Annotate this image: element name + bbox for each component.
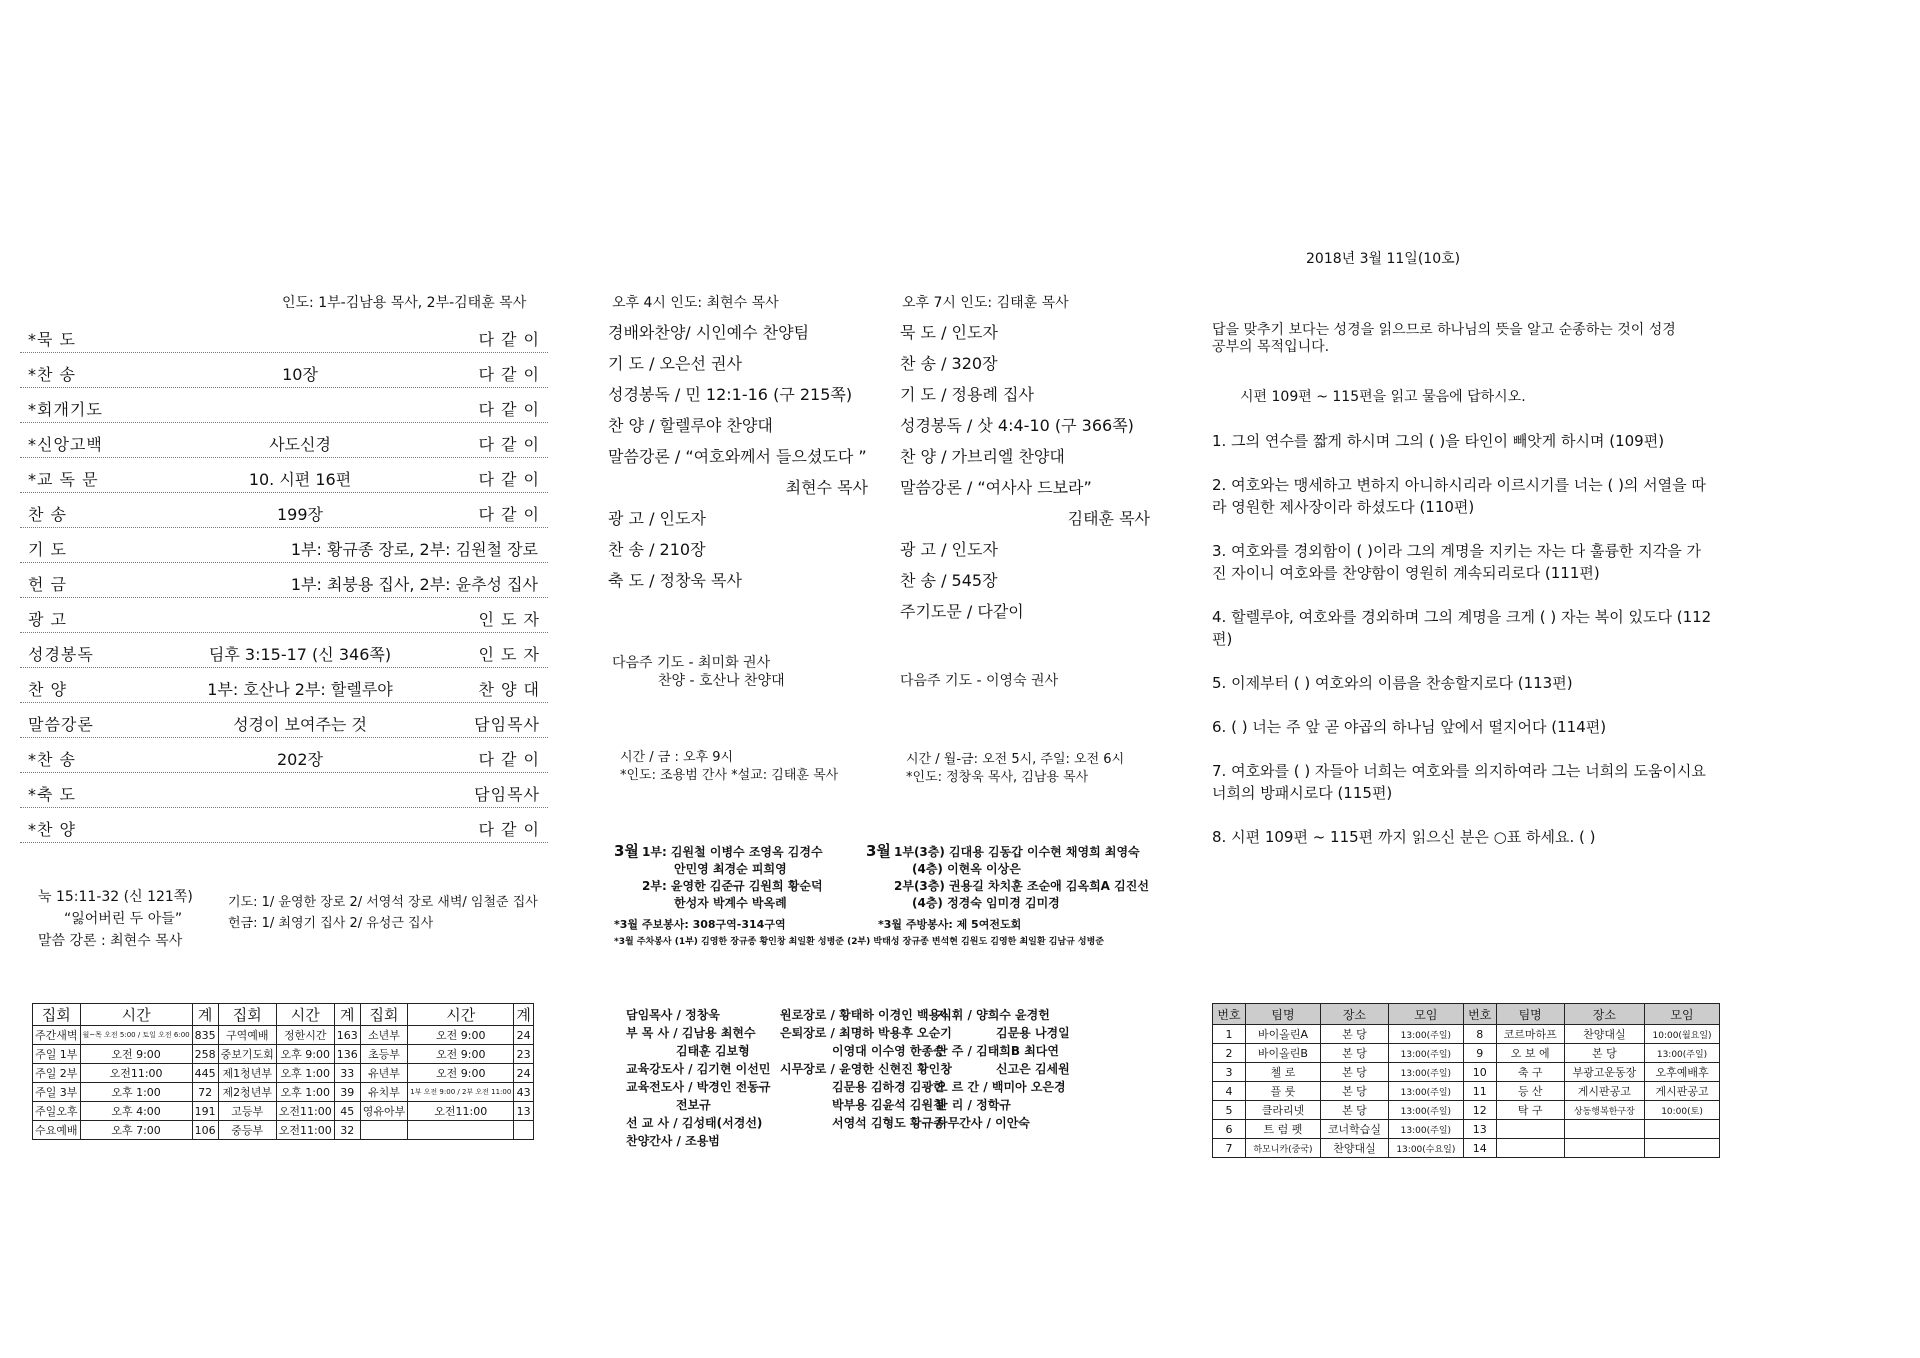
table-cell — [360, 1121, 408, 1140]
table-cell: 오전 9:00 — [408, 1045, 514, 1064]
order-line: 광 고 / 인도자 — [900, 540, 998, 559]
staff-entry: 김문용 김하경 김광한 — [832, 1080, 945, 1094]
staff-row — [626, 1096, 1126, 1114]
order-item: 말씀강론 — [28, 715, 94, 734]
service-left-2: 안민영 최경순 피희영 — [674, 862, 787, 876]
table-cell: 오전11:00 — [276, 1121, 334, 1140]
next-offering: 헌금: 1/ 최영기 집사 2/ 유성근 집사 — [228, 916, 434, 931]
table-header: 시간 — [408, 1004, 514, 1026]
service-left-1: 1부: 김원철 이병수 조영옥 김경수 — [642, 845, 823, 859]
table-cell: 오전 9:00 — [80, 1045, 192, 1064]
table-cell — [514, 1121, 534, 1140]
table-cell: 오후 1:00 — [276, 1083, 334, 1102]
staff-entry: 반 주 / 김태희B 최다연 — [936, 1044, 1059, 1058]
staff-entry: 김태훈 김보형 — [676, 1044, 750, 1058]
table-cell: 제2청년부 — [218, 1083, 276, 1102]
table-header: 계 — [192, 1004, 218, 1026]
table-cell: 탁 구 — [1496, 1101, 1564, 1120]
table-cell: 23 — [514, 1045, 534, 1064]
table-header: 계 — [334, 1004, 360, 1026]
table-cell: 바이올린A — [1245, 1025, 1320, 1044]
order-item: 광 고 — [28, 610, 67, 629]
friday-time: 시간 / 금 : 오후 9시 — [620, 750, 734, 765]
morning-leaders: 인도: 1부-김남용 목사, 2부-김태훈 목사 — [282, 295, 527, 311]
table-row — [33, 1121, 534, 1140]
service-note-parking: *3월 주차봉사 (1부) 김영한 장규종 황인창 최일환 성병준 (2부) 박태성 장규종 변석현 김원도 김영한 최일환 김남규 성병준 — [614, 937, 1105, 947]
order-leader: 인 도 자 — [478, 645, 540, 664]
service-left-4: 한성자 박계수 박옥례 — [674, 896, 787, 910]
order-of-worship — [20, 318, 548, 843]
table-cell — [1496, 1120, 1564, 1139]
table-cell: 플 룻 — [1245, 1082, 1320, 1101]
order-line: 기 도 / 오은선 권사 — [608, 354, 742, 373]
table-cell — [1564, 1139, 1644, 1158]
table-cell: 소년부 — [360, 1026, 408, 1045]
order-leader: 다 같 이 — [478, 330, 540, 349]
order-leader: 다 같 이 — [478, 365, 540, 384]
order-row — [20, 353, 548, 388]
study-question: 8. 시편 109편 ~ 115편 까지 읽으신 분은 ○표 하세요. ( ) — [1212, 828, 1596, 846]
table-cell: 중보기도회 — [218, 1045, 276, 1064]
table-cell: 본 당 — [1320, 1025, 1388, 1044]
order-line: 성경봉독 / 민 12:1-16 (구 215쪽) — [608, 385, 853, 404]
table-cell: 본 당 — [1564, 1044, 1644, 1063]
study-question: 7. 여호와를 ( ) 자들아 너희는 여호와를 의지하여라 그는 너희의 도움이시요 너희의 방패시로다 (115편) — [1212, 762, 1706, 802]
table-cell: 코르마하프 — [1496, 1025, 1564, 1044]
table-cell: 2 — [1213, 1044, 1246, 1063]
table-cell — [1564, 1120, 1644, 1139]
staff-entry: 선 교 사 / 김성태(서경선) — [626, 1116, 763, 1130]
order-line: 말씀강론 / “여호와께서 들으셨도다 ” — [608, 447, 867, 466]
order-content: 10장 — [282, 365, 318, 384]
table-cell: 코너학습실 — [1320, 1120, 1388, 1139]
table-cell: 5 — [1213, 1101, 1246, 1120]
staff-entry: 은퇴장로 / 최명하 박용후 오순기 — [780, 1026, 952, 1040]
table-cell: 33 — [334, 1064, 360, 1083]
order-row — [20, 738, 548, 773]
table-cell: 본 당 — [1320, 1063, 1388, 1082]
order-item: *교 독 문 — [28, 470, 99, 489]
staff-list — [626, 1006, 1126, 1150]
order-row — [20, 668, 548, 703]
table-header: 시간 — [276, 1004, 334, 1026]
order-content: 1부: 황규종 장로, 2부: 김원철 장로 — [290, 540, 538, 559]
table-header: 모임 — [1645, 1004, 1720, 1025]
dawn-leaders: *인도: 정창욱 목사, 김남용 목사 — [906, 770, 1089, 785]
staff-entry: 교육강도사 / 김기현 이선민 — [626, 1062, 771, 1076]
table-cell: 바이올린B — [1245, 1044, 1320, 1063]
evening-next-prayer: 다음주 기도 - 이영숙 권사 — [900, 673, 1059, 689]
order-item: 기 도 — [28, 540, 67, 559]
table-cell: 13:00(주일) — [1645, 1044, 1720, 1063]
order-line: 찬 양 / 가브리엘 찬양대 — [900, 447, 1065, 466]
order-leader: 다 같 이 — [478, 435, 540, 454]
table-cell: 영유아부 — [360, 1102, 408, 1121]
table-cell — [408, 1121, 514, 1140]
table-header: 집회 — [218, 1004, 276, 1026]
table-row — [1213, 1139, 1720, 1158]
table-cell: 14 — [1463, 1139, 1496, 1158]
table-cell: 오후 1:00 — [80, 1083, 192, 1102]
afternoon-next-prayer: 다음주 기도 - 최미화 권사 — [612, 655, 771, 671]
table-cell: 수요예배 — [33, 1121, 81, 1140]
table-cell: 상동행복한구장 — [1564, 1101, 1644, 1120]
order-item: *찬 양 — [28, 820, 76, 839]
order-row — [20, 563, 548, 598]
table-cell: 오전11:00 — [408, 1102, 514, 1121]
table-header: 집회 — [33, 1004, 81, 1026]
table-cell: 오후 9:00 — [276, 1045, 334, 1064]
order-item: 헌 금 — [28, 575, 67, 594]
bulletin-date: 2018년 3월 11일(10호) — [1306, 251, 1461, 267]
order-content: 10. 시편 16편 — [248, 470, 352, 489]
table-cell: 오후 4:00 — [80, 1102, 192, 1121]
table-cell: 주일 1부 — [33, 1045, 81, 1064]
table-cell: 오후예배후 — [1645, 1063, 1720, 1082]
table-row — [1213, 1063, 1720, 1082]
table-header: 시간 — [80, 1004, 192, 1026]
table-cell: 13:00(주일) — [1388, 1025, 1463, 1044]
table-row — [1213, 1120, 1720, 1139]
table-cell: 10:00(월요일) — [1645, 1025, 1720, 1044]
order-line: 김태훈 목사 — [1067, 509, 1150, 528]
order-row — [20, 703, 548, 738]
service-right-2: (4층) 이현옥 이상은 — [912, 862, 1021, 876]
table-cell: 주일 2부 — [33, 1064, 81, 1083]
staff-entry: 전보규 — [676, 1098, 711, 1112]
study-questions — [1212, 430, 1712, 870]
order-line: 묵 도 / 인도자 — [900, 323, 998, 342]
order-line: 경배와찬양/ 시인예수 찬양팀 — [608, 323, 810, 342]
table-cell: 13:00(주일) — [1388, 1101, 1463, 1120]
order-leader: 찬 양 대 — [478, 680, 540, 699]
table-cell: 445 — [192, 1064, 218, 1083]
table-header: 번호 — [1463, 1004, 1496, 1025]
table-row — [33, 1064, 534, 1083]
table-row — [1213, 1101, 1720, 1120]
study-question: 2. 여호와는 맹세하고 변하지 아니하시리라 이르시기를 너는 ( )의 서열을 따라 영원한 제사장이라 하셨도다 (110편) — [1212, 476, 1706, 516]
study-intro: 답을 맞추기 보다는 성경을 읽으므로 하나님의 뜻을 알고 순종하는 것이 성경공부의 목적입니다. — [1212, 322, 1676, 355]
study-question: 3. 여호와를 경외함이 ( )이라 그의 계명을 지키는 자는 다 훌륭한 지각을 가진 자이니 여호와를 찬양함이 영원히 계속되리로다 (111편) — [1212, 542, 1701, 582]
staff-entry: 시무장로 / 윤영한 신현진 황인창 — [780, 1062, 952, 1076]
staff-entry: 박부용 김윤석 김원철 — [832, 1098, 945, 1112]
order-leader: 다 같 이 — [478, 750, 540, 769]
order-line: 찬 송 / 545장 — [900, 571, 998, 590]
order-row — [20, 598, 548, 633]
study-question: 6. ( ) 너는 주 앞 곧 야곱의 하나님 앞에서 떨지어다 (114편) — [1212, 718, 1607, 736]
table-cell: 835 — [192, 1026, 218, 1045]
table-cell: 오전11:00 — [276, 1102, 334, 1121]
order-line: 광 고 / 인도자 — [608, 509, 706, 528]
order-item: *회개기도 — [28, 400, 103, 419]
table-cell: 163 — [334, 1026, 360, 1045]
meeting-attendance-table — [32, 1003, 534, 1140]
table-cell: 유치부 — [360, 1083, 408, 1102]
order-row — [20, 388, 548, 423]
staff-row — [626, 1060, 1126, 1078]
order-line: 최현수 목사 — [785, 478, 868, 497]
table-cell: 136 — [334, 1045, 360, 1064]
order-row — [20, 458, 548, 493]
staff-row — [626, 1132, 1126, 1150]
order-row — [20, 633, 548, 668]
table-row — [33, 1026, 534, 1045]
order-item: *축 도 — [28, 785, 76, 804]
table-cell: 고등부 — [218, 1102, 276, 1121]
table-cell: 부광고운동장 — [1564, 1063, 1644, 1082]
staff-entry: 부 목 사 / 김남용 최현수 — [626, 1026, 756, 1040]
next-preacher: 말씀 강론 : 최현수 목사 — [38, 933, 183, 949]
table-cell: 축 구 — [1496, 1063, 1564, 1082]
table-cell: 오후 7:00 — [80, 1121, 192, 1140]
order-row — [20, 423, 548, 458]
staff-row — [626, 1114, 1126, 1132]
table-cell: 13:00(주일) — [1388, 1044, 1463, 1063]
table-cell: 13:00(주일) — [1388, 1063, 1463, 1082]
table-cell: 주일 3부 — [33, 1083, 81, 1102]
order-row — [20, 318, 548, 353]
order-line: 찬 양 / 할렐루야 찬양대 — [608, 416, 773, 435]
table-cell: 오전 9:00 — [408, 1064, 514, 1083]
table-header: 장소 — [1564, 1004, 1644, 1025]
table-cell: 43 — [514, 1083, 534, 1102]
table-cell: 초등부 — [360, 1045, 408, 1064]
table-cell: 본 당 — [1320, 1082, 1388, 1101]
order-content: 딤후 3:15-17 (신 346쪽) — [208, 645, 392, 664]
order-item: 찬 양 — [28, 680, 67, 699]
table-cell — [1645, 1139, 1720, 1158]
staff-entry: 이영대 이수영 한종승 — [832, 1044, 945, 1058]
table-cell: 24 — [514, 1064, 534, 1083]
table-row — [1213, 1082, 1720, 1101]
order-content: 1부: 최붕용 집사, 2부: 윤추성 집사 — [290, 575, 538, 594]
order-line: 성경봉독 / 삿 4:4-10 (구 366쪽) — [900, 416, 1134, 435]
table-row — [33, 1083, 534, 1102]
afternoon-next-choir: 찬양 - 호산나 찬양대 — [658, 673, 785, 689]
table-header: 장소 — [1320, 1004, 1388, 1025]
next-sermon-title: “잃어버린 두 아들” — [64, 911, 183, 927]
table-cell: 9 — [1463, 1044, 1496, 1063]
afternoon-header: 오후 4시 인도: 최현수 목사 — [612, 295, 779, 311]
table-cell: 6 — [1213, 1120, 1246, 1139]
team-table — [1212, 1003, 1720, 1158]
service-month-right: 3월 — [866, 842, 891, 860]
staff-entry: 오 르 간 / 백미아 오은경 — [936, 1080, 1066, 1094]
table-cell: 등 산 — [1496, 1082, 1564, 1101]
table-cell: 13:00(주일) — [1388, 1082, 1463, 1101]
staff-row — [626, 1078, 1126, 1096]
order-row — [20, 528, 548, 563]
table-header: 모임 — [1388, 1004, 1463, 1025]
staff-entry: 관 리 / 정학규 — [936, 1098, 1011, 1112]
order-item: *찬 송 — [28, 365, 76, 384]
table-cell: 258 — [192, 1045, 218, 1064]
dawn-time: 시간 / 월-금: 오전 5시, 주일: 오전 6시 — [906, 752, 1125, 767]
table-cell — [1645, 1120, 1720, 1139]
table-cell: 4 — [1213, 1082, 1246, 1101]
table-cell: 중등부 — [218, 1121, 276, 1140]
table-cell: 1부 오전 9:00 / 2부 오전 11:00 — [408, 1083, 514, 1102]
order-content: 성경이 보여주는 것 — [233, 715, 367, 734]
order-content: 199장 — [277, 505, 323, 524]
table-row — [1213, 1044, 1720, 1063]
order-line: 축 도 / 정창욱 목사 — [608, 571, 742, 590]
table-cell: 하모니카(중국) — [1245, 1139, 1320, 1158]
staff-row — [626, 1006, 1126, 1024]
staff-entry: 찬양간사 / 조용범 — [626, 1134, 720, 1148]
evening-header: 오후 7시 인도: 김태훈 목사 — [902, 295, 1069, 311]
table-cell: 45 — [334, 1102, 360, 1121]
table-cell: 10 — [1463, 1063, 1496, 1082]
service-right-3: 2부(3층) 권용길 차치훈 조순애 김옥희A 김진선 — [894, 879, 1149, 893]
service-note-kitchen: *3월 주방봉사: 제 5여전도회 — [878, 918, 1022, 931]
table-cell: 본 당 — [1320, 1044, 1388, 1063]
order-line: 찬 송 / 320장 — [900, 354, 998, 373]
table-header: 팀명 — [1496, 1004, 1564, 1025]
table-cell: 찬양대실 — [1320, 1139, 1388, 1158]
order-content: 202장 — [277, 750, 323, 769]
afternoon-order — [608, 320, 868, 599]
table-cell: 본 당 — [1320, 1101, 1388, 1120]
order-item: 성경봉독 — [28, 645, 94, 664]
table-cell: 8 — [1463, 1025, 1496, 1044]
table-header: 집회 — [360, 1004, 408, 1026]
order-content: 1부: 호산나 2부: 할렐루야 — [207, 680, 393, 699]
table-row — [33, 1102, 534, 1121]
table-cell: 첼 로 — [1245, 1063, 1320, 1082]
table-cell: 12 — [1463, 1101, 1496, 1120]
table-cell: 13:00(주일) — [1388, 1120, 1463, 1139]
table-row — [1213, 1025, 1720, 1044]
order-leader: 담임목사 — [474, 785, 540, 804]
study-question: 4. 할렐루야, 여호와를 경외하며 그의 계명을 크게 ( ) 자는 복이 있도다 (112편) — [1212, 608, 1712, 648]
order-line: 기 도 / 정용례 집사 — [900, 385, 1034, 404]
order-leader: 담임목사 — [474, 715, 540, 734]
staff-entry: 원로장로 / 황태하 이경인 백용식 — [780, 1008, 952, 1022]
staff-entry: 담임목사 / 정창욱 — [626, 1008, 720, 1022]
staff-row — [626, 1024, 1126, 1042]
table-cell: 오 보 에 — [1496, 1044, 1564, 1063]
table-cell: 게시판공고 — [1564, 1082, 1644, 1101]
study-question: 5. 이제부터 ( ) 여호와의 이름을 찬송할지로다 (113편) — [1212, 674, 1573, 692]
order-leader: 다 같 이 — [478, 820, 540, 839]
staff-entry: 사무간사 / 이안숙 — [936, 1116, 1030, 1130]
order-leader: 다 같 이 — [478, 400, 540, 419]
order-line: 말씀강론 / “여사사 드보라” — [900, 478, 1092, 497]
table-cell: 13:00(수요일) — [1388, 1139, 1463, 1158]
table-cell: 3 — [1213, 1063, 1246, 1082]
order-row — [20, 773, 548, 808]
table-header: 팀명 — [1245, 1004, 1320, 1025]
service-month-left: 3월 — [614, 842, 639, 860]
order-item: *묵 도 — [28, 330, 76, 349]
next-prayer: 기도: 1/ 윤영한 장로 2/ 서영석 장로 새벽/ 임철준 집사 — [228, 895, 538, 910]
next-scripture: 눅 15:11-32 (신 121쪽) — [38, 889, 193, 905]
table-cell: 주일오후 — [33, 1102, 81, 1121]
friday-leaders: *인도: 조용범 간사 *설교: 김태훈 목사 — [620, 768, 839, 783]
table-cell: 트 럼 펫 — [1245, 1120, 1320, 1139]
table-cell: 7 — [1213, 1139, 1246, 1158]
order-row — [20, 808, 548, 843]
table-cell: 정한시간 — [276, 1026, 334, 1045]
order-item: 찬 송 — [28, 505, 67, 524]
staff-entry: 교육전도사 / 박경인 전동규 — [626, 1080, 771, 1094]
table-cell: 24 — [514, 1026, 534, 1045]
service-note-bulletin: *3월 주보봉사: 308구역-314구역 — [614, 918, 786, 931]
table-cell: 게시판공고 — [1645, 1082, 1720, 1101]
service-right-1: 1부(3층) 김대용 김동갑 이수현 채영희 최영숙 — [894, 845, 1140, 859]
staff-entry: 서영석 김형도 황규종 — [832, 1116, 945, 1130]
table-row — [33, 1045, 534, 1064]
table-cell: 제1청년부 — [218, 1064, 276, 1083]
order-row — [20, 493, 548, 528]
table-header: 계 — [514, 1004, 534, 1026]
order-content: 사도신경 — [269, 435, 331, 454]
order-item: *찬 송 — [28, 750, 76, 769]
table-cell: 오후 1:00 — [276, 1064, 334, 1083]
order-item: *신앙고백 — [28, 435, 103, 454]
table-cell — [1496, 1139, 1564, 1158]
table-cell: 106 — [192, 1121, 218, 1140]
table-cell: 월~목 오전 5:00 / 토일 오전 6:00 — [80, 1026, 192, 1045]
staff-row — [626, 1042, 1126, 1060]
table-cell: 찬양대실 — [1564, 1025, 1644, 1044]
table-cell: 191 — [192, 1102, 218, 1121]
table-cell: 32 — [334, 1121, 360, 1140]
table-cell: 10:00(토) — [1645, 1101, 1720, 1120]
table-cell: 구역예배 — [218, 1026, 276, 1045]
order-leader: 다 같 이 — [478, 505, 540, 524]
table-cell: 오전 9:00 — [408, 1026, 514, 1045]
staff-entry: 지 휘 / 양희수 윤경헌 — [936, 1008, 1050, 1022]
staff-entry: 김문용 나경일 — [996, 1026, 1070, 1040]
table-cell: 1 — [1213, 1025, 1246, 1044]
order-leader: 다 같 이 — [478, 470, 540, 489]
table-cell: 72 — [192, 1083, 218, 1102]
study-instruction: 시편 109편 ~ 115편을 읽고 물음에 답하시오. — [1240, 389, 1526, 405]
study-question: 1. 그의 연수를 짧게 하시며 그의 ( )을 타인이 빼앗게 하시며 (109편) — [1212, 432, 1665, 450]
table-cell: 13 — [514, 1102, 534, 1121]
service-left-3: 2부: 윤영한 김준규 김원희 황순덕 — [642, 879, 823, 893]
evening-order — [900, 320, 1150, 630]
table-cell: 오전11:00 — [80, 1064, 192, 1083]
service-right-4: (4층) 정경숙 임미경 김미경 — [912, 896, 1060, 910]
table-header: 번호 — [1213, 1004, 1246, 1025]
table-cell: 클라리넷 — [1245, 1101, 1320, 1120]
table-cell: 13 — [1463, 1120, 1496, 1139]
order-leader: 인 도 자 — [478, 610, 540, 629]
order-line: 찬 송 / 210장 — [608, 540, 706, 559]
table-cell: 유년부 — [360, 1064, 408, 1083]
table-cell: 11 — [1463, 1082, 1496, 1101]
table-cell: 주간새벽 — [33, 1026, 81, 1045]
table-cell: 39 — [334, 1083, 360, 1102]
order-line: 주기도문 / 다같이 — [900, 602, 1024, 621]
staff-entry: 신고은 김세원 — [996, 1062, 1070, 1076]
